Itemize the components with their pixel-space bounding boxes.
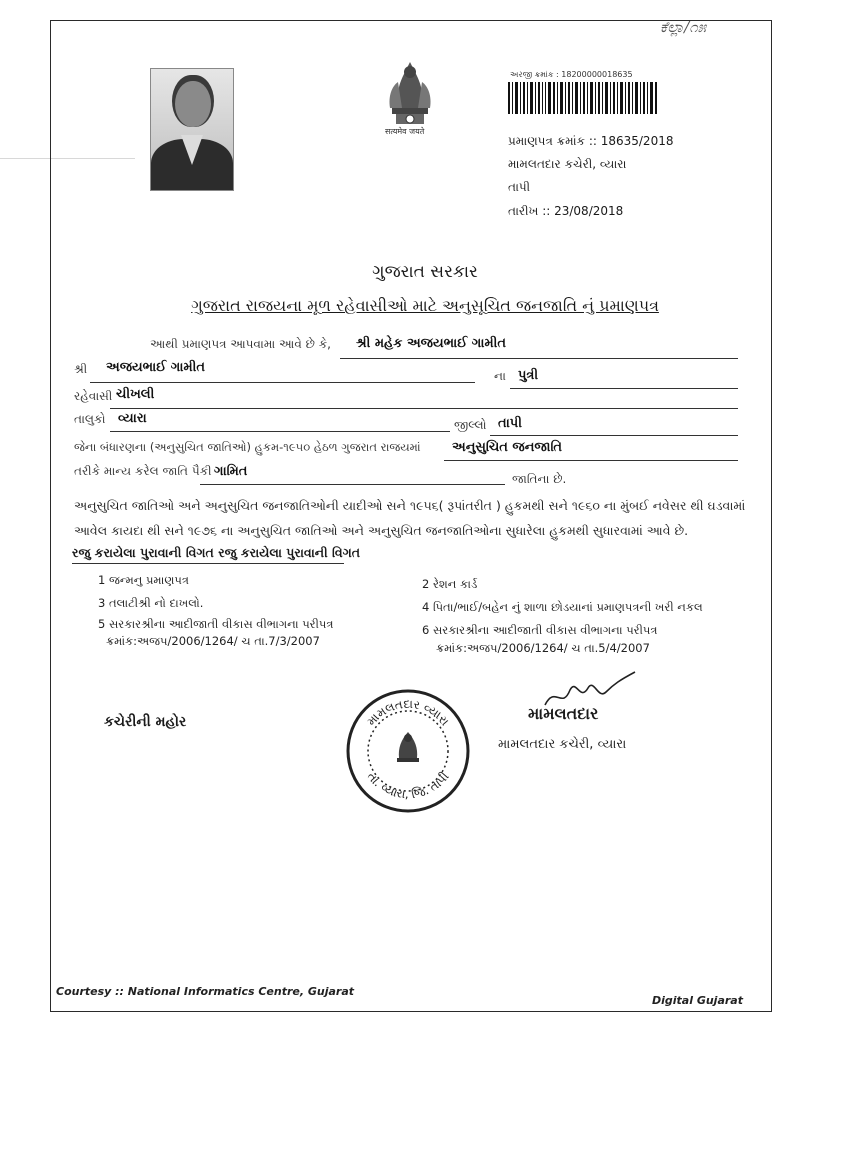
- signatory-office: મામલતદાર કચેરી, વ્યારા: [498, 737, 627, 752]
- caste-value: ગામિત: [214, 464, 248, 479]
- caste-line: [200, 484, 505, 485]
- svg-text:તા. વ્યારા, જિ. તાપી: [364, 769, 451, 801]
- documents-heading-underline: [72, 563, 344, 564]
- legal-paragraph-line-1: અનુસુચિત જાતિઓ અને અનુસુચિત જનજાતિઓની યાદીઓ સને ૧૯૫૬( રૂપાંતરીત ) હુકમથી સને ૧૯૬૦ ના મુંબઈ નવેસર થી ઘડવામાં: [74, 498, 746, 513]
- village-value: ચીખલી: [116, 387, 155, 402]
- taluka-value: વ્યારા: [118, 411, 147, 426]
- recognized-label: તરીકે માન્ય કરેલ જાતિ પૈકી: [74, 464, 212, 478]
- issuing-office: મામલતદાર કચેરી, વ્યારા: [508, 157, 627, 171]
- parent-name: અજયભાઈ ગામીત: [106, 360, 205, 375]
- document-item-2: 2 રેશન કાર્ડ: [422, 577, 478, 591]
- document-item-5-ref: ક્રમાંક:અજપ/2006/1264/ ચ તા.7/3/2007: [106, 634, 320, 648]
- office-round-seal: [345, 688, 471, 814]
- applicant-photo: [150, 68, 234, 191]
- issue-date: તારીખ :: 23/08/2018: [508, 204, 624, 218]
- handwritten-note: ಕೆಲ್ಲಾ/೧೫: [660, 18, 707, 36]
- village-line: [110, 408, 738, 409]
- applicant-name-line: [340, 358, 738, 359]
- order-label: જેના બંધારણના (અનુસુચિત જાતિઓ) હુકમ-૧૯૫૦ હેઠળ ગુજરાત રાજયમાં: [74, 440, 421, 454]
- barcode-icon: [508, 82, 658, 114]
- seal-top-text: મામલતદાર વ્યારા: [364, 696, 452, 729]
- seal-emblem-icon: [397, 732, 419, 762]
- category-value: અનુસુચિત જનજાતિ: [452, 440, 563, 455]
- intro-label: આથી પ્રમાણપત્ર આપવામા આવે છે કે,: [150, 337, 331, 351]
- seal-bottom-text: તા. વ્યારા, જિ. તાપી: [364, 769, 452, 802]
- issuing-district: તાપી: [508, 180, 531, 194]
- certificate-number: પ્રમાણપત્ર ક્રમાંક :: 18635/2018: [508, 134, 674, 148]
- taluka-line: [110, 431, 450, 432]
- government-title: ગુજરાત સરકાર: [372, 262, 478, 282]
- barcode-label: અરજી ક્રમાંક : 18200000018635: [510, 70, 633, 79]
- resident-label: રહેવાસી: [74, 389, 113, 403]
- parent-name-line: [90, 382, 475, 383]
- relation-prefix: ના: [494, 369, 506, 383]
- emblem-caption: सत्यमेव जयते: [385, 127, 425, 136]
- documents-heading: રજુ કરાયેલા પુરાવાની વિગત રજુ કરાયેલા પુરાવાની વિગત: [72, 545, 361, 560]
- national-emblem-icon: [378, 52, 442, 136]
- document-item-4: 4 પિતા/ભાઈ/બહેન નું શાળા છોડયાનાં પ્રમાણપત્રની ખરી નકલ: [422, 600, 703, 614]
- district-label: જીલ્લો: [454, 418, 487, 432]
- document-item-1: 1 જન્મનુ પ્રમાણપત્ર: [98, 573, 189, 587]
- signatory-title: મામલતદાર: [528, 704, 599, 723]
- category-line: [444, 460, 738, 461]
- relation-line: [510, 388, 738, 389]
- district-value: તાપી: [498, 416, 522, 431]
- district-line: [490, 435, 738, 436]
- document-item-3: 3 તલાટીશ્રી નો દાખલો.: [98, 596, 204, 610]
- applicant-name: શ્રી મહેક અજયભાઈ ગામીત: [356, 336, 506, 351]
- office-seal-label: કચેરીની મહોર: [104, 714, 187, 730]
- taluka-label: તાલુકો: [74, 412, 106, 426]
- caste-suffix: જાતિના છે.: [512, 472, 567, 486]
- legal-paragraph-line-2: આવેલ કાયદા થી સને ૧૯૭૬ ના અનુસુચિત જાતિઓ અને અનુસુચિત જનજાતિઓના સુધારેલા હુકમથી સુધારવામાં આવે છે.: [74, 523, 689, 538]
- document-item-6: 6 સરકારશ્રીના આદીજાતી વીકાસ વીભાગના પરીપત્ર: [422, 623, 658, 637]
- document-item-5: 5 સરકારશ્રીના આદીજાતી વીકાસ વીભાગના પરીપત્ર: [98, 617, 334, 631]
- svg-text:મામલતદાર વ્યારા: [364, 697, 452, 729]
- shri-label: શ્રી: [74, 362, 88, 376]
- certificate-title: ગુજરાત રાજયના મૂળ રહેવાસીઓ માટે અનુસૂચિત જનજાતિ નું પ્રમાણપત્ર: [191, 296, 659, 315]
- document-item-6-ref: ક્રમાંક:અજપ/2006/1264/ ચ તા.5/4/2007: [436, 641, 650, 655]
- relation-value: પુત્રી: [518, 368, 539, 383]
- digital-gujarat-brand: Digital Gujarat: [652, 994, 743, 1007]
- courtesy-text: Courtesy :: National Informatics Centre, Gujarat: [56, 985, 355, 998]
